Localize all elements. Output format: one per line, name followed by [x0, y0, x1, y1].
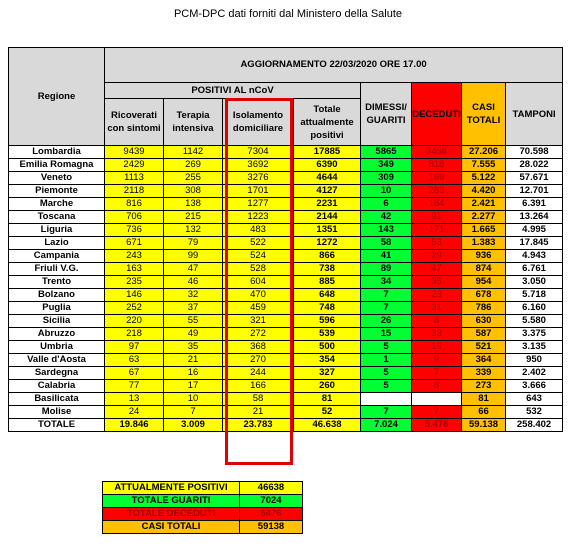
cell-dimessi: 15: [361, 328, 412, 341]
cell-isolamento: 604: [223, 276, 294, 289]
cell-deceduti: 23: [412, 289, 462, 302]
cell-totale: 648: [294, 289, 361, 302]
cell-totale: 596: [294, 315, 361, 328]
cell-tamponi: 643: [506, 393, 563, 406]
table-row: [9, 211, 563, 224]
cell-terapia: 269: [164, 159, 223, 172]
cell-terapia: 215: [164, 211, 223, 224]
cell-isolamento: 58: [223, 393, 294, 406]
cell-terapia: 55: [164, 315, 223, 328]
cell-totale: 1272: [294, 237, 361, 250]
cell-terapia: 32: [164, 289, 223, 302]
cell-terapia: 17: [164, 380, 223, 393]
cell-terapia: 132: [164, 224, 223, 237]
table-row: [9, 354, 563, 367]
cell-deceduti: 283: [412, 185, 462, 198]
cell-totale: 260: [294, 380, 361, 393]
cell-totale: 4127: [294, 185, 361, 198]
cell-ricoverati: 2429: [105, 159, 164, 172]
cell-ricoverati: 163: [105, 263, 164, 276]
cell-ricoverati: 218: [105, 328, 164, 341]
cell-dimessi: 34: [361, 276, 412, 289]
cell-isolamento: 1701: [223, 185, 294, 198]
header-dimessi: DIMESSI/ GUARITI: [361, 83, 412, 146]
table-row: [9, 172, 563, 185]
cell-dimessi: 58: [361, 237, 412, 250]
cell-isolamento: 1223: [223, 211, 294, 224]
cell-casi: 5.122: [462, 172, 506, 185]
cell-terapia: 47: [164, 263, 223, 276]
cell-ricoverati: 24: [105, 406, 164, 419]
cell-deceduti: 33: [412, 328, 462, 341]
cell-totale: 4644: [294, 172, 361, 185]
table-row: [9, 276, 563, 289]
cell-tamponi: 3.135: [506, 341, 563, 354]
cell-isolamento: 23.783: [223, 419, 294, 432]
cell-dimessi: 309: [361, 172, 412, 185]
cell-casi: 59.138: [462, 419, 506, 432]
cell-casi: 1.665: [462, 224, 506, 237]
cell-tamponi: 6.160: [506, 302, 563, 315]
cell-dimessi: 89: [361, 263, 412, 276]
table-row: [9, 380, 563, 393]
cell-tamponi: 28.022: [506, 159, 563, 172]
cell-totale: 354: [294, 354, 361, 367]
summary-row: [103, 521, 303, 534]
cell-ricoverati: 146: [105, 289, 164, 302]
cell-dimessi: 7: [361, 406, 412, 419]
summary-row: [103, 508, 303, 521]
cell-dimessi: 143: [361, 224, 412, 237]
table-row: [9, 302, 563, 315]
cell-totale: 46.638: [294, 419, 361, 432]
cell-regione: Sardegna: [9, 367, 105, 380]
cell-regione: Sicilia: [9, 315, 105, 328]
cell-casi: 587: [462, 328, 506, 341]
cell-totale: 539: [294, 328, 361, 341]
cell-regione: Bolzano: [9, 289, 105, 302]
cell-dimessi: 7: [361, 289, 412, 302]
cell-terapia: 99: [164, 250, 223, 263]
cell-isolamento: 321: [223, 315, 294, 328]
table-row: [9, 250, 563, 263]
cell-casi: 66: [462, 406, 506, 419]
cell-ricoverati: 9439: [105, 146, 164, 159]
cell-casi: 7.555: [462, 159, 506, 172]
cell-tamponi: 3.375: [506, 328, 563, 341]
cell-isolamento: 272: [223, 328, 294, 341]
table-row: [9, 341, 563, 354]
cell-casi: 2.421: [462, 198, 506, 211]
cell-ricoverati: 220: [105, 315, 164, 328]
cell-ricoverati: 97: [105, 341, 164, 354]
total-row: [9, 419, 563, 432]
table-row: [9, 159, 563, 172]
cell-ricoverati: 63: [105, 354, 164, 367]
cell-terapia: 3.009: [164, 419, 223, 432]
cell-totale: 327: [294, 367, 361, 380]
cell-isolamento: 244: [223, 367, 294, 380]
cell-isolamento: 459: [223, 302, 294, 315]
cell-totale: 748: [294, 302, 361, 315]
cell-ricoverati: 235: [105, 276, 164, 289]
cell-tamponi: 4.995: [506, 224, 563, 237]
cell-regione: Calabria: [9, 380, 105, 393]
cell-regione: Molise: [9, 406, 105, 419]
cell-ricoverati: 67: [105, 367, 164, 380]
cell-terapia: 10: [164, 393, 223, 406]
cell-totale: 52: [294, 406, 361, 419]
cell-ricoverati: 2118: [105, 185, 164, 198]
cell-tamponi: 17.845: [506, 237, 563, 250]
cell-deceduti: 16: [412, 341, 462, 354]
cell-tamponi: 950: [506, 354, 563, 367]
cell-dimessi: 42: [361, 211, 412, 224]
cell-casi: 27.206: [462, 146, 506, 159]
cell-ricoverati: 736: [105, 224, 164, 237]
cell-casi: 2.277: [462, 211, 506, 224]
cell-isolamento: 368: [223, 341, 294, 354]
cell-isolamento: 524: [223, 250, 294, 263]
cell-terapia: 49: [164, 328, 223, 341]
cell-tamponi: 5.718: [506, 289, 563, 302]
cell-regione: Lazio: [9, 237, 105, 250]
cell-tamponi: 6.391: [506, 198, 563, 211]
cell-isolamento: 3692: [223, 159, 294, 172]
summary-row: [103, 495, 303, 508]
cell-deceduti: 8: [412, 380, 462, 393]
cell-regione: Campania: [9, 250, 105, 263]
cell-terapia: 46: [164, 276, 223, 289]
cell-tamponi: 258.402: [506, 419, 563, 432]
cell-terapia: 255: [164, 172, 223, 185]
cell-dimessi: 41: [361, 250, 412, 263]
table-row: [9, 367, 563, 380]
table-row: [9, 146, 563, 159]
header-ricoverati: Ricoverati con sintomi: [105, 99, 164, 146]
cell-casi: 954: [462, 276, 506, 289]
cell-regione: Emilia Romagna: [9, 159, 105, 172]
cell-tamponi: 4.943: [506, 250, 563, 263]
cell-regione: TOTALE: [9, 419, 105, 432]
cell-tamponi: 6.761: [506, 263, 563, 276]
cell-casi: 273: [462, 380, 506, 393]
cell-totale: 1351: [294, 224, 361, 237]
cell-regione: Abruzzo: [9, 328, 105, 341]
cell-casi: 678: [462, 289, 506, 302]
cell-regione: Piemonte: [9, 185, 105, 198]
cell-dimessi: 5: [361, 367, 412, 380]
cell-regione: Umbria: [9, 341, 105, 354]
cell-ricoverati: 243: [105, 250, 164, 263]
cell-dimessi: 7.024: [361, 419, 412, 432]
cell-ricoverati: 706: [105, 211, 164, 224]
summary-value: 7024: [240, 495, 303, 508]
cell-ricoverati: 19.846: [105, 419, 164, 432]
summary-table: [102, 481, 303, 534]
cell-isolamento: 528: [223, 263, 294, 276]
cell-casi: 339: [462, 367, 506, 380]
cell-dimessi: [361, 393, 412, 406]
cell-totale: 2144: [294, 211, 361, 224]
cell-regione: Trento: [9, 276, 105, 289]
cell-deceduti: 8: [412, 315, 462, 328]
table-row: [9, 406, 563, 419]
cell-dimessi: 5: [361, 380, 412, 393]
cell-ricoverati: 13: [105, 393, 164, 406]
cell-regione: Marche: [9, 198, 105, 211]
cell-terapia: 35: [164, 341, 223, 354]
summary-value: 59138: [240, 521, 303, 534]
cell-tamponi: 3.050: [506, 276, 563, 289]
cell-dimessi: 349: [361, 159, 412, 172]
cell-dimessi: 10: [361, 185, 412, 198]
cell-regione: Puglia: [9, 302, 105, 315]
cell-tamponi: 57.671: [506, 172, 563, 185]
cell-isolamento: 470: [223, 289, 294, 302]
cell-totale: 17885: [294, 146, 361, 159]
cell-casi: 786: [462, 302, 506, 315]
header-tamponi: TAMPONI: [506, 83, 563, 146]
cell-dimessi: 5865: [361, 146, 412, 159]
header-update: AGGIORNAMENTO 22/03/2020 ORE 17.00: [105, 48, 563, 83]
header-totale-positivi: Totale attualmente positivi: [294, 99, 361, 146]
cell-totale: 885: [294, 276, 361, 289]
cell-isolamento: 21: [223, 406, 294, 419]
cell-deceduti: 7: [412, 406, 462, 419]
cell-deceduti: 184: [412, 198, 462, 211]
cell-casi: 936: [462, 250, 506, 263]
cell-regione: Basilicata: [9, 393, 105, 406]
cell-terapia: 21: [164, 354, 223, 367]
table-row: [9, 315, 563, 328]
table-row: [9, 328, 563, 341]
cell-casi: 4.420: [462, 185, 506, 198]
header-regione: Regione: [9, 48, 105, 146]
cell-ricoverati: 671: [105, 237, 164, 250]
cell-tamponi: 3.666: [506, 380, 563, 393]
cell-regione: Lombardia: [9, 146, 105, 159]
cell-dimessi: 5: [361, 341, 412, 354]
cell-tamponi: 70.598: [506, 146, 563, 159]
table-row: [9, 263, 563, 276]
cell-deceduti: 5.476: [412, 419, 462, 432]
table-row: [9, 237, 563, 250]
summary-label: TOTALE GUARITI: [103, 495, 240, 508]
cell-isolamento: 1277: [223, 198, 294, 211]
header-terapia: Terapia intensiva: [164, 99, 223, 146]
cell-casi: 521: [462, 341, 506, 354]
cell-totale: 738: [294, 263, 361, 276]
cell-isolamento: 270: [223, 354, 294, 367]
cell-deceduti: 7: [412, 367, 462, 380]
cell-regione: Toscana: [9, 211, 105, 224]
summary-value: 46638: [240, 482, 303, 495]
summary-value: 5476: [240, 508, 303, 521]
cell-regione: Liguria: [9, 224, 105, 237]
cell-deceduti: 818: [412, 159, 462, 172]
cell-terapia: 37: [164, 302, 223, 315]
cell-deceduti: 29: [412, 250, 462, 263]
cell-isolamento: 7304: [223, 146, 294, 159]
cell-deceduti: 53: [412, 237, 462, 250]
cell-ricoverati: 816: [105, 198, 164, 211]
cell-regione: Friuli V.G.: [9, 263, 105, 276]
table-row: [9, 224, 563, 237]
cell-deceduti: 3456: [412, 146, 462, 159]
cell-deceduti: [412, 393, 462, 406]
cell-deceduti: 35: [412, 276, 462, 289]
cell-deceduti: 31: [412, 302, 462, 315]
cell-regione: Veneto: [9, 172, 105, 185]
cell-casi: 81: [462, 393, 506, 406]
header-deceduti: DECEDUTI: [412, 83, 462, 146]
cell-dimessi: 7: [361, 302, 412, 315]
cell-terapia: 308: [164, 185, 223, 198]
cell-tamponi: 532: [506, 406, 563, 419]
cell-dimessi: 26: [361, 315, 412, 328]
cell-tamponi: 2.402: [506, 367, 563, 380]
cell-deceduti: 9: [412, 354, 462, 367]
cell-totale: 500: [294, 341, 361, 354]
cell-terapia: 138: [164, 198, 223, 211]
table-row: [9, 393, 563, 406]
cell-casi: 1.383: [462, 237, 506, 250]
cell-terapia: 1142: [164, 146, 223, 159]
summary-row: [103, 482, 303, 495]
summary-label: TOTALE DECEDUTI: [103, 508, 240, 521]
cell-terapia: 79: [164, 237, 223, 250]
table-row: [9, 289, 563, 302]
cell-isolamento: 166: [223, 380, 294, 393]
cell-ricoverati: 252: [105, 302, 164, 315]
cell-dimessi: 6: [361, 198, 412, 211]
cell-totale: 866: [294, 250, 361, 263]
table-row: [9, 198, 563, 211]
cell-totale: 2231: [294, 198, 361, 211]
header-isolamento: Isolamento domiciliare: [223, 99, 294, 146]
cell-tamponi: 13.264: [506, 211, 563, 224]
cell-totale: 81: [294, 393, 361, 406]
header-casi: CASI TOTALI: [462, 83, 506, 146]
cell-deceduti: 169: [412, 172, 462, 185]
page-caption: PCM-DPC dati forniti dal Ministero della Salute: [173, 8, 403, 20]
cell-terapia: 7: [164, 406, 223, 419]
cell-deceduti: 91: [412, 211, 462, 224]
cell-casi: 874: [462, 263, 506, 276]
cell-ricoverati: 1113: [105, 172, 164, 185]
cell-isolamento: 522: [223, 237, 294, 250]
cell-deceduti: 171: [412, 224, 462, 237]
cell-isolamento: 483: [223, 224, 294, 237]
cell-casi: 364: [462, 354, 506, 367]
cell-tamponi: 5.580: [506, 315, 563, 328]
cell-tamponi: 12.701: [506, 185, 563, 198]
summary-label: ATTUALMENTE POSITIVI: [103, 482, 240, 495]
cell-ricoverati: 77: [105, 380, 164, 393]
cell-casi: 630: [462, 315, 506, 328]
cell-totale: 6390: [294, 159, 361, 172]
summary-label: CASI TOTALI: [103, 521, 240, 534]
header-positivi: POSITIVI AL nCoV: [105, 83, 361, 99]
cell-regione: Valle d'Aosta: [9, 354, 105, 367]
cell-terapia: 16: [164, 367, 223, 380]
table-row: [9, 185, 563, 198]
cell-dimessi: 1: [361, 354, 412, 367]
cell-isolamento: 3276: [223, 172, 294, 185]
covid-data-table: [8, 47, 563, 432]
cell-deceduti: 47: [412, 263, 462, 276]
